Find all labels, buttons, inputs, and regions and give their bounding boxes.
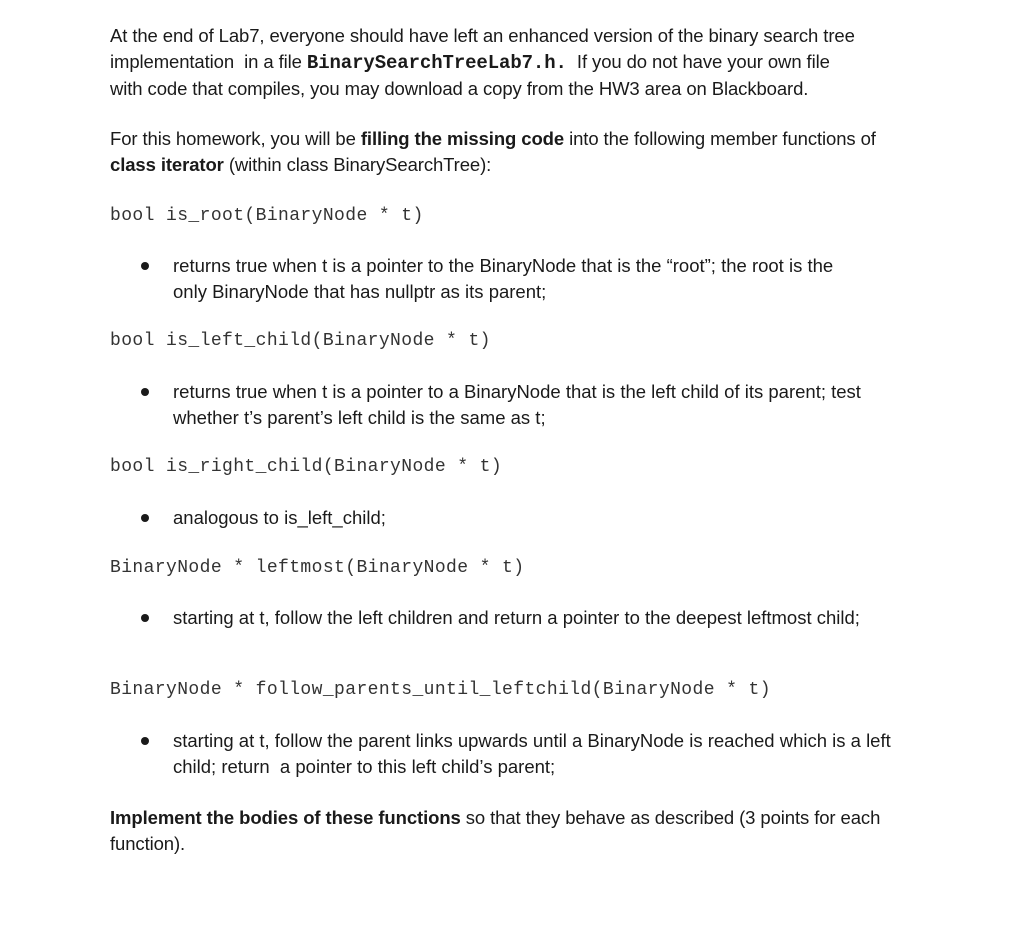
intro-line-2-start: implementation in a file xyxy=(110,51,307,72)
closing-bold-phrase: Implement the bodies of these functions xyxy=(110,807,461,828)
intro-line-2 xyxy=(110,49,940,76)
bullet-text xyxy=(173,728,943,780)
bullet-line: analogous to is_left_child; xyxy=(173,507,386,528)
task-line-2-end: (within class BinarySearchTree): xyxy=(223,154,492,175)
task-line-2 xyxy=(110,152,940,178)
intro-line-3: with code that compiles, you may download a copy from the HW3 area on Blackboard. xyxy=(110,78,809,99)
task-paragraph xyxy=(110,126,940,178)
bullet-dot-icon xyxy=(141,737,149,745)
function-signature-is-right-child: bool is_right_child(BinaryNode * t) xyxy=(110,457,503,477)
bullet-line: returns true when t is a pointer to the BinaryNode that is the “root”; the root is the xyxy=(173,255,834,276)
task-line-1 xyxy=(110,126,940,152)
function-signature-is-left-child: bool is_left_child(BinaryNode * t) xyxy=(110,331,491,351)
intro-line-1: At the end of Lab7, everyone should have left an enhanced version of the binary search tree xyxy=(110,25,855,46)
class-iterator-label: class iterator xyxy=(110,154,224,175)
bullet-dot-icon xyxy=(141,514,149,522)
closing-line-1 xyxy=(110,805,940,831)
function-signature-is-root: bool is_root(BinaryNode * t) xyxy=(110,206,424,226)
bullet-line: starting at t, follow the left children and return a pointer to the deepest leftmost child; xyxy=(173,607,860,628)
bullet-text xyxy=(173,379,943,431)
bullet-line: whether t’s parent’s left child is the same as t; xyxy=(173,407,546,428)
bullet-text xyxy=(173,505,943,531)
closing-paragraph xyxy=(110,805,940,857)
bullet-dot-icon xyxy=(141,614,149,622)
bullet-dot-icon xyxy=(141,262,149,270)
task-bold-phrase: filling the missing code xyxy=(360,128,565,149)
task-line-1-start: For this homework, you will be xyxy=(110,128,361,149)
bullet-line: returns true when t is a pointer to a BinaryNode that is the left child of its parent; test xyxy=(173,381,861,402)
function-signature-leftmost: BinaryNode * leftmost(BinaryNode * t) xyxy=(110,558,525,578)
closing-line-1-end: so that they behave as described (3 points for each xyxy=(460,807,881,828)
task-line-1-end: into the following member functions of xyxy=(564,128,876,149)
bullet-line: only BinaryNode that has nullptr as its parent; xyxy=(173,281,547,302)
intro-line-2-end: If you do not have your own file xyxy=(566,51,830,72)
bullet-line: starting at t, follow the parent links upwards until a BinaryNode is reached which is a left xyxy=(173,730,891,751)
function-signature-follow-parents: BinaryNode * follow_parents_until_leftchild(BinaryNode * t) xyxy=(110,680,771,700)
bullet-text xyxy=(173,253,943,305)
bullet-dot-icon xyxy=(141,388,149,396)
bullet-text xyxy=(173,605,943,631)
bullet-line: child; return a pointer to this left child’s parent; xyxy=(173,756,556,777)
closing-line-2: function). xyxy=(110,833,186,854)
filename: BinarySearchTreeLab7.h. xyxy=(306,52,567,74)
intro-paragraph xyxy=(110,23,940,102)
